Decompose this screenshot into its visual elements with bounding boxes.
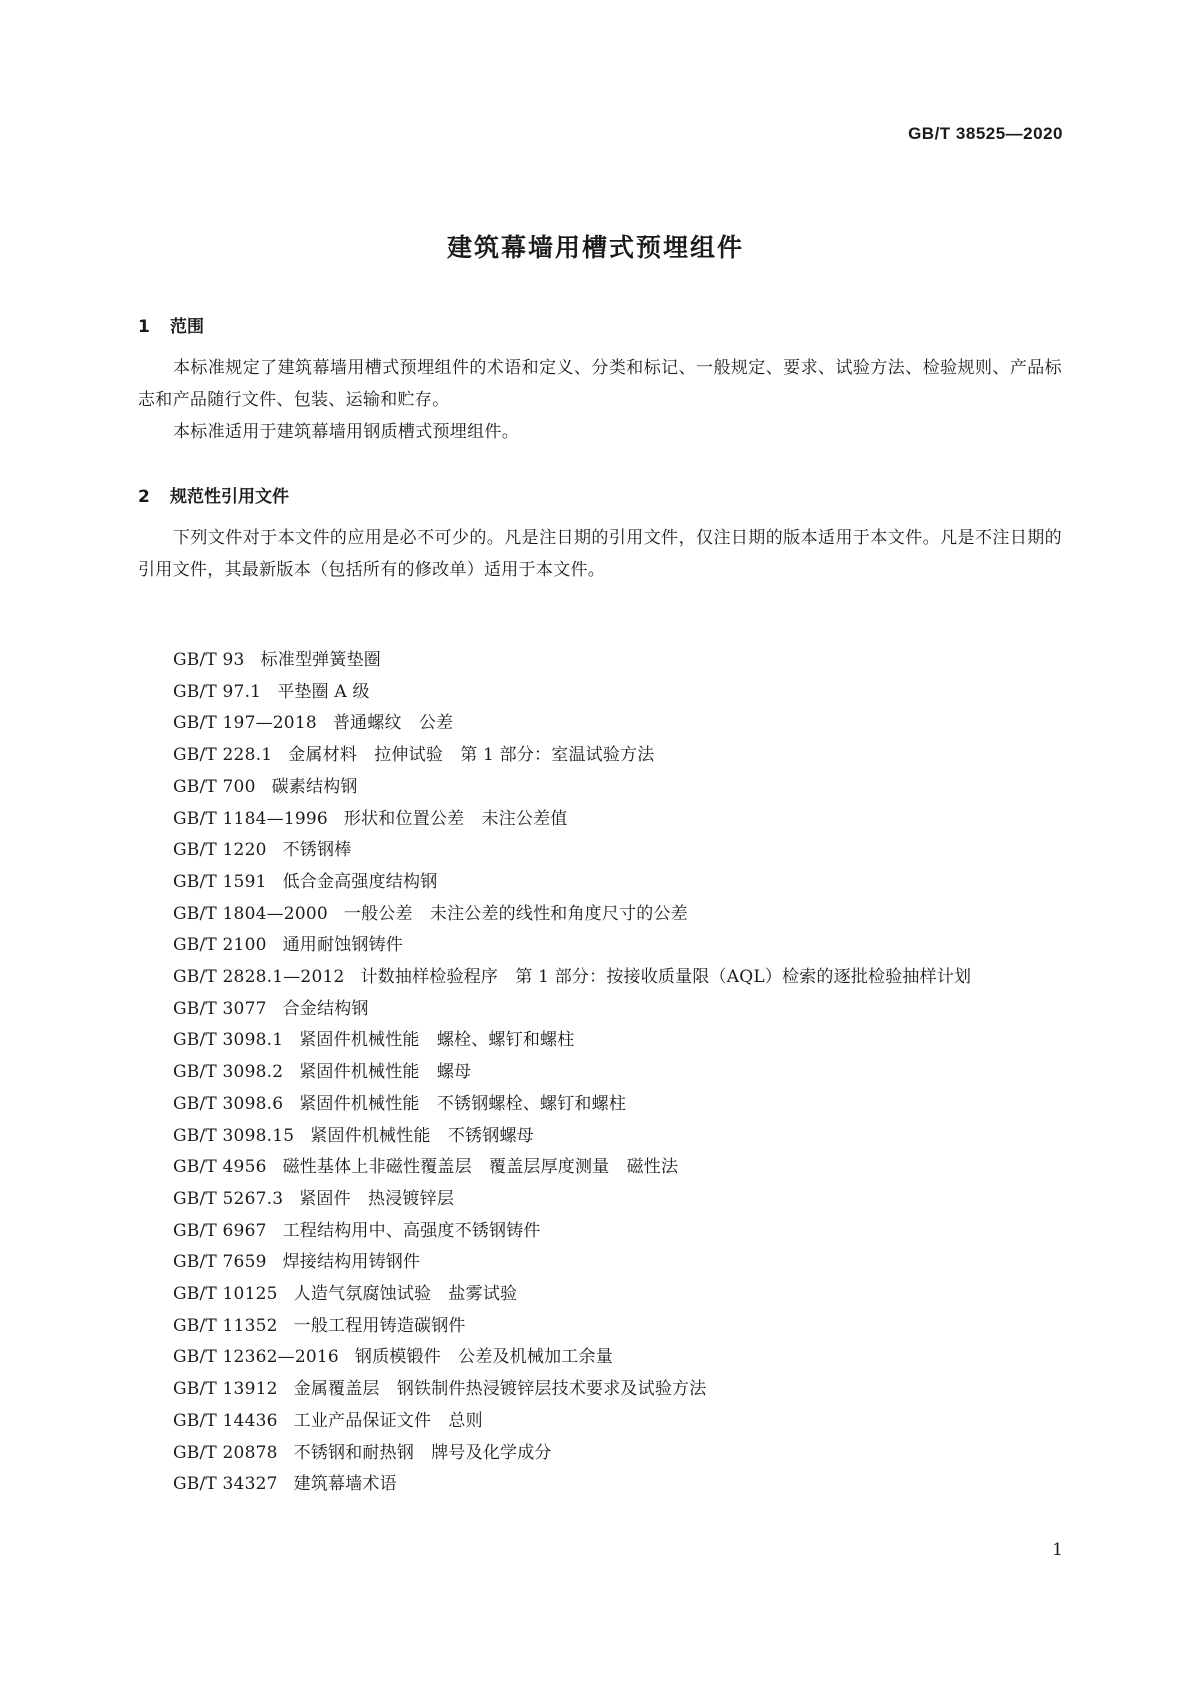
reference-item <box>138 1374 1062 1406</box>
reference-title: 金属材料 拉伸试验 第 1 部分：室温试验方法 <box>288 745 655 766</box>
reference-code: GB/T 93 <box>173 650 245 670</box>
reference-title: 合金结构钢 <box>282 998 369 1019</box>
reference-title: 不锈钢和耐热钢 牌号及化学成分 <box>293 1442 552 1463</box>
reference-code: GB/T 6967 <box>173 1220 267 1241</box>
reference-item <box>138 772 1062 804</box>
page-number: 1 <box>1052 1540 1063 1560</box>
reference-code: GB/T 1804—2000 <box>173 903 328 924</box>
reference-item <box>138 1406 1062 1438</box>
reference-code: GB/T 10125 <box>173 1284 278 1305</box>
reference-item <box>138 835 1062 867</box>
references-intro-paragraph: 下列文件对于本文件的应用是必不可少的。凡是注日期的引用文件，仅注日期的版本适用于本文件。凡是不注日期的引用文件，其最新版本（包括所有的修改单）适用于本文件。 <box>138 528 1062 580</box>
reference-code: GB/T 1591 <box>173 871 267 892</box>
reference-title: 磁性基体上非磁性覆盖层 覆盖层厚度测量 磁性法 <box>282 1157 679 1178</box>
reference-title: 工业产品保证文件 总则 <box>293 1410 483 1431</box>
reference-title: 紧固件机械性能 螺母 <box>299 1062 472 1083</box>
reference-code: GB/T 2100 <box>173 935 267 956</box>
reference-list <box>138 645 1062 1501</box>
reference-item <box>138 677 1062 709</box>
reference-title: 人造气氛腐蚀试验 盐雾试验 <box>293 1284 518 1305</box>
section-heading-scope <box>138 312 204 337</box>
document-title: 建筑幕墙用槽式预埋组件 <box>446 233 744 262</box>
reference-item <box>138 804 1062 836</box>
reference-code: GB/T 197—2018 <box>173 713 317 734</box>
reference-item <box>138 962 1062 994</box>
reference-title: 通用耐蚀钢铸件 <box>282 935 404 956</box>
section-title: 规范性引用文件 <box>170 487 289 507</box>
reference-code: GB/T 1184—1996 <box>173 808 328 829</box>
reference-code: GB/T 3098.1 <box>173 1030 284 1051</box>
reference-code: GB/T 12362—2016 <box>173 1347 339 1368</box>
reference-item <box>138 930 1062 962</box>
reference-title: 普通螺纹 公差 <box>332 713 454 734</box>
scope-paragraph-1: 本标准规定了建筑幕墙用槽式预埋组件的术语和定义、分类和标记、一般规定、要求、试验方法、检验规则、产品标志和产品随行文件、包装、运输和贮存。 <box>138 358 1062 410</box>
reference-item <box>138 1216 1062 1248</box>
scope-paragraph-2: 本标准适用于建筑幕墙用钢质槽式预埋组件。 <box>173 422 519 442</box>
reference-title: 建筑幕墙术语 <box>293 1474 397 1495</box>
reference-item <box>138 994 1062 1026</box>
reference-code: GB/T 97.1 <box>173 681 262 702</box>
reference-code: GB/T 700 <box>173 776 256 797</box>
reference-item <box>138 1025 1062 1057</box>
reference-title: 工程结构用中、高强度不锈钢铸件 <box>282 1220 541 1241</box>
reference-code: GB/T 13912 <box>173 1379 278 1400</box>
reference-code: GB/T 4956 <box>173 1157 267 1178</box>
reference-title: 金属覆盖层 钢铁制件热浸镀锌层技术要求及试验方法 <box>293 1379 707 1400</box>
reference-item <box>138 1469 1062 1501</box>
reference-code: GB/T 228.1 <box>173 745 273 766</box>
reference-title: 焊接结构用铸钢件 <box>282 1252 421 1273</box>
reference-title: 低合金高强度结构钢 <box>282 871 438 892</box>
reference-item <box>138 1121 1062 1153</box>
section-heading-normative-references <box>138 482 289 507</box>
reference-code: GB/T 3098.15 <box>173 1125 295 1146</box>
reference-code: GB/T 7659 <box>173 1252 267 1273</box>
reference-title: 紧固件机械性能 螺栓、螺钉和螺柱 <box>299 1030 575 1051</box>
reference-title: 不锈钢棒 <box>282 840 352 861</box>
reference-item <box>138 1311 1062 1343</box>
reference-code: GB/T 11352 <box>173 1315 278 1336</box>
reference-item <box>138 645 1062 677</box>
reference-item <box>138 1089 1062 1121</box>
reference-item <box>138 1279 1062 1311</box>
reference-title: 形状和位置公差 未注公差值 <box>343 808 568 829</box>
reference-item <box>138 708 1062 740</box>
reference-title: 一般工程用铸造碳钢件 <box>293 1315 466 1336</box>
reference-item <box>138 1342 1062 1374</box>
reference-code: GB/T 5267.3 <box>173 1188 284 1209</box>
reference-code: GB/T 3098.6 <box>173 1093 284 1114</box>
section-number: 1 <box>138 317 150 337</box>
reference-item <box>138 1247 1062 1279</box>
reference-code: GB/T 3077 <box>173 998 267 1019</box>
reference-item <box>138 740 1062 772</box>
reference-code: GB/T 14436 <box>173 1410 278 1431</box>
reference-title: 碳素结构钢 <box>271 776 358 797</box>
reference-code: GB/T 3098.2 <box>173 1062 284 1083</box>
section-number: 2 <box>138 487 150 507</box>
reference-title: 钢质模锻件 公差及机械加工余量 <box>354 1347 613 1368</box>
reference-title: 标准型弹簧垫圈 <box>260 650 381 670</box>
reference-item <box>138 1438 1062 1470</box>
reference-title: 紧固件机械性能 不锈钢螺栓、螺钉和螺柱 <box>299 1093 627 1114</box>
reference-title: 平垫圈 A 级 <box>277 681 370 702</box>
reference-title: 计数抽样检验程序 第 1 部分：按接收质量限（AQL）检索的逐批检验抽样计划 <box>360 967 972 988</box>
section-title: 范围 <box>170 317 204 337</box>
reference-item <box>138 1184 1062 1216</box>
reference-title: 紧固件机械性能 不锈钢螺母 <box>310 1125 534 1146</box>
reference-code: GB/T 1220 <box>173 840 267 861</box>
reference-item <box>138 1152 1062 1184</box>
reference-item <box>138 899 1062 931</box>
reference-code: GB/T 2828.1—2012 <box>173 967 345 988</box>
reference-title: 一般公差 未注公差的线性和角度尺寸的公差 <box>343 903 688 924</box>
reference-title: 紧固件 热浸镀锌层 <box>299 1188 455 1209</box>
reference-item <box>138 867 1062 899</box>
reference-item <box>138 1057 1062 1089</box>
reference-code: GB/T 34327 <box>173 1474 278 1495</box>
reference-code: GB/T 20878 <box>173 1442 278 1463</box>
standard-number: GB/T 38525—2020 <box>908 124 1063 143</box>
